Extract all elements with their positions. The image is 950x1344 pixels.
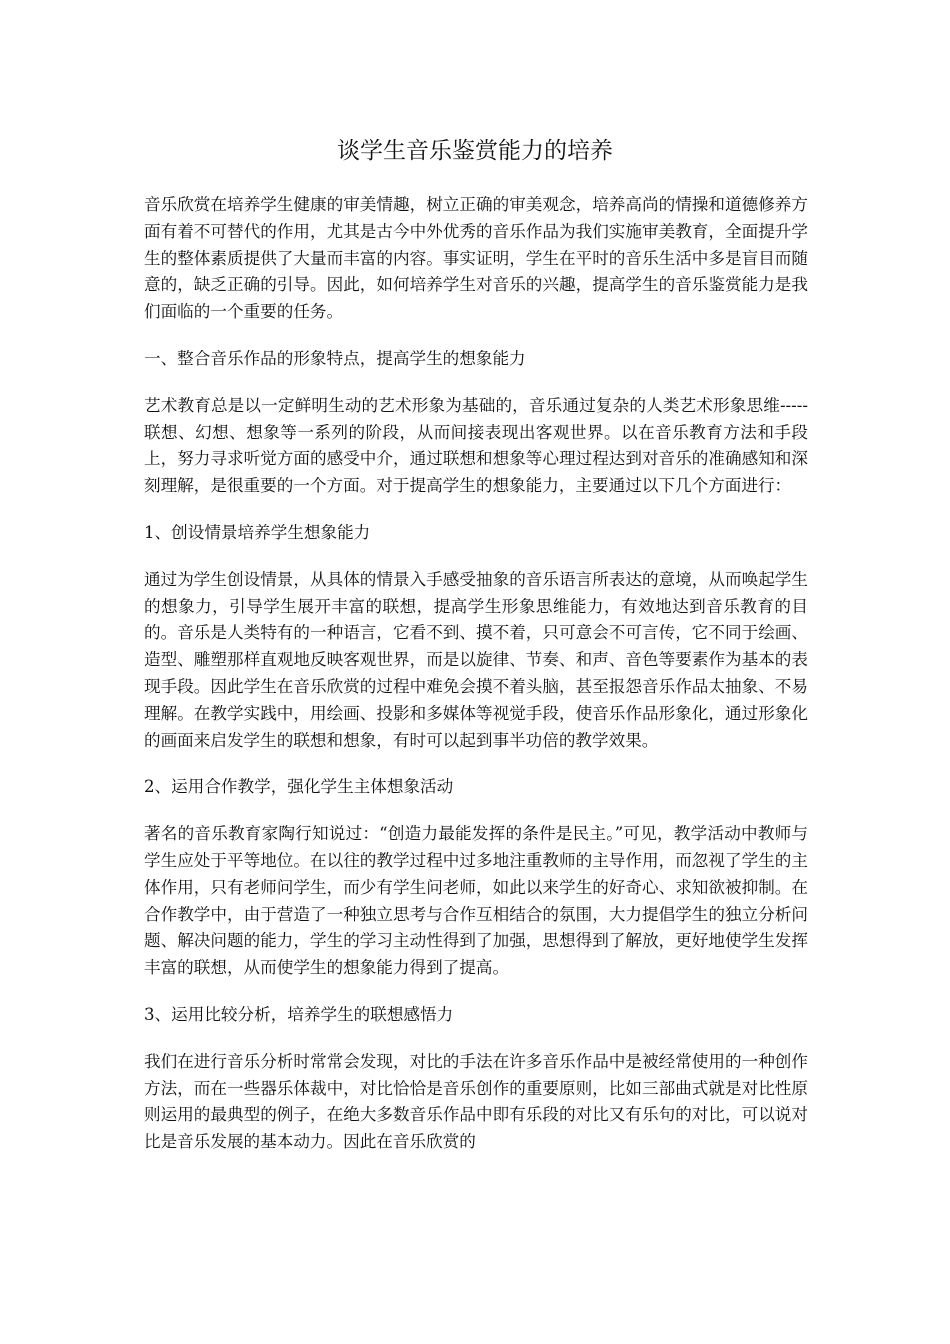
section-1-paragraph: 艺术教育总是以一定鲜明生动的艺术形象为基础的，音乐通过复杂的人类艺术形象思维-----联想、幻想、想象等一系列的阶段，从而间接表现出客观世界。以在音乐教育方法和手段上，努力寻求听觉方面的感受中介，通过联想和想象等心理过程达到对音乐的准确感知和深刻理解，是很重要的一个方面。对于提高学生的想象能力，主要通过以下几个方面进行：	[144, 395, 808, 496]
subsection-1-paragraph: 通过为学生创设情景，从具体的情景入手感受抽象的音乐语言所表达的意境，从而唤起学生的想象力，引导学生展开丰富的联想，提高学生形象思维能力，有效地达到音乐教育的目的。音乐是人类特有的一种语言，它看不到、摸不着，只可意会不可言传，它不同于绘画、造型、雕塑那样直观地反映客观世界，而是以旋律、节奏、和声、音色等要素作为基本的表现手段。因此学生在音乐欣赏的过程中难免会摸不着头脑，甚至报怨音乐作品太抽象、不易理解。在教学实践中，用绘画、投影和多媒体等视觉手段，使音乐作品形象化，通过形象化的画面来启发学生的联想和想象，有时可以起到事半功倍的教学效果。	[144, 569, 808, 750]
document-body	[144, 192, 808, 1176]
intro-paragraph: 音乐欣赏在培养学生健康的审美情趣，树立正确的审美观念，培养高尚的情操和道德修养方面有着不可替代的作用，尤其是古今中外优秀的音乐作品为我们实施审美教育，全面提升学生的整体素质提供了大量而丰富的内容。事实证明，学生在平时的音乐生活中多是盲目而随意的，缺乏正确的引导。因此，如何培养学生对音乐的兴趣，提高学生的音乐鉴赏能力是我们面临的一个重要的任务。	[144, 195, 808, 322]
section-heading-1: 一、整合音乐作品的形象特点，提高学生的想象能力	[144, 348, 526, 368]
subsection-heading-1: 1、创设情景培养学生想象能力	[144, 522, 371, 542]
subsection-heading-3: 3、运用比较分析，培养学生的联想感悟力	[144, 1004, 454, 1024]
subsection-heading-2: 2、运用合作教学，强化学生主体想象活动	[144, 777, 454, 797]
subsection-2-paragraph: 著名的音乐教育家陶行知说过：“创造力最能发挥的条件是民主。”可见，教学活动中教师与学生应处于平等地位。在以往的教学过程中过多地注重教师的主导作用，而忽视了学生的主体作用，只有老师问学生，而少有学生问老师，如此以来学生的好奇心、求知欲被抑制。在合作教学中，由于营造了一种独立思考与合作互相结合的氛围，大力提倡学生的独立分析问题、解决问题的能力，学生的学习主动性得到了加强，思想得到了解放，更好地使学生发挥丰富的联想，从而使学生的想象能力得到了提高。	[144, 824, 808, 978]
subsection-3-paragraph: 我们在进行音乐分析时常常会发现，对比的手法在许多音乐作品中是被经常使用的一种创作方法，而在一些器乐体裁中，对比恰恰是音乐创作的重要原则，比如三部曲式就是对比性原则运用的最典型的例子，在绝大多数音乐作品中即有乐段的对比又有乐句的对比，可以说对比是音乐发展的基本动力。因此在音乐欣赏的	[144, 1051, 808, 1152]
document-title: 谈学生音乐鉴赏能力的培养	[337, 138, 613, 164]
